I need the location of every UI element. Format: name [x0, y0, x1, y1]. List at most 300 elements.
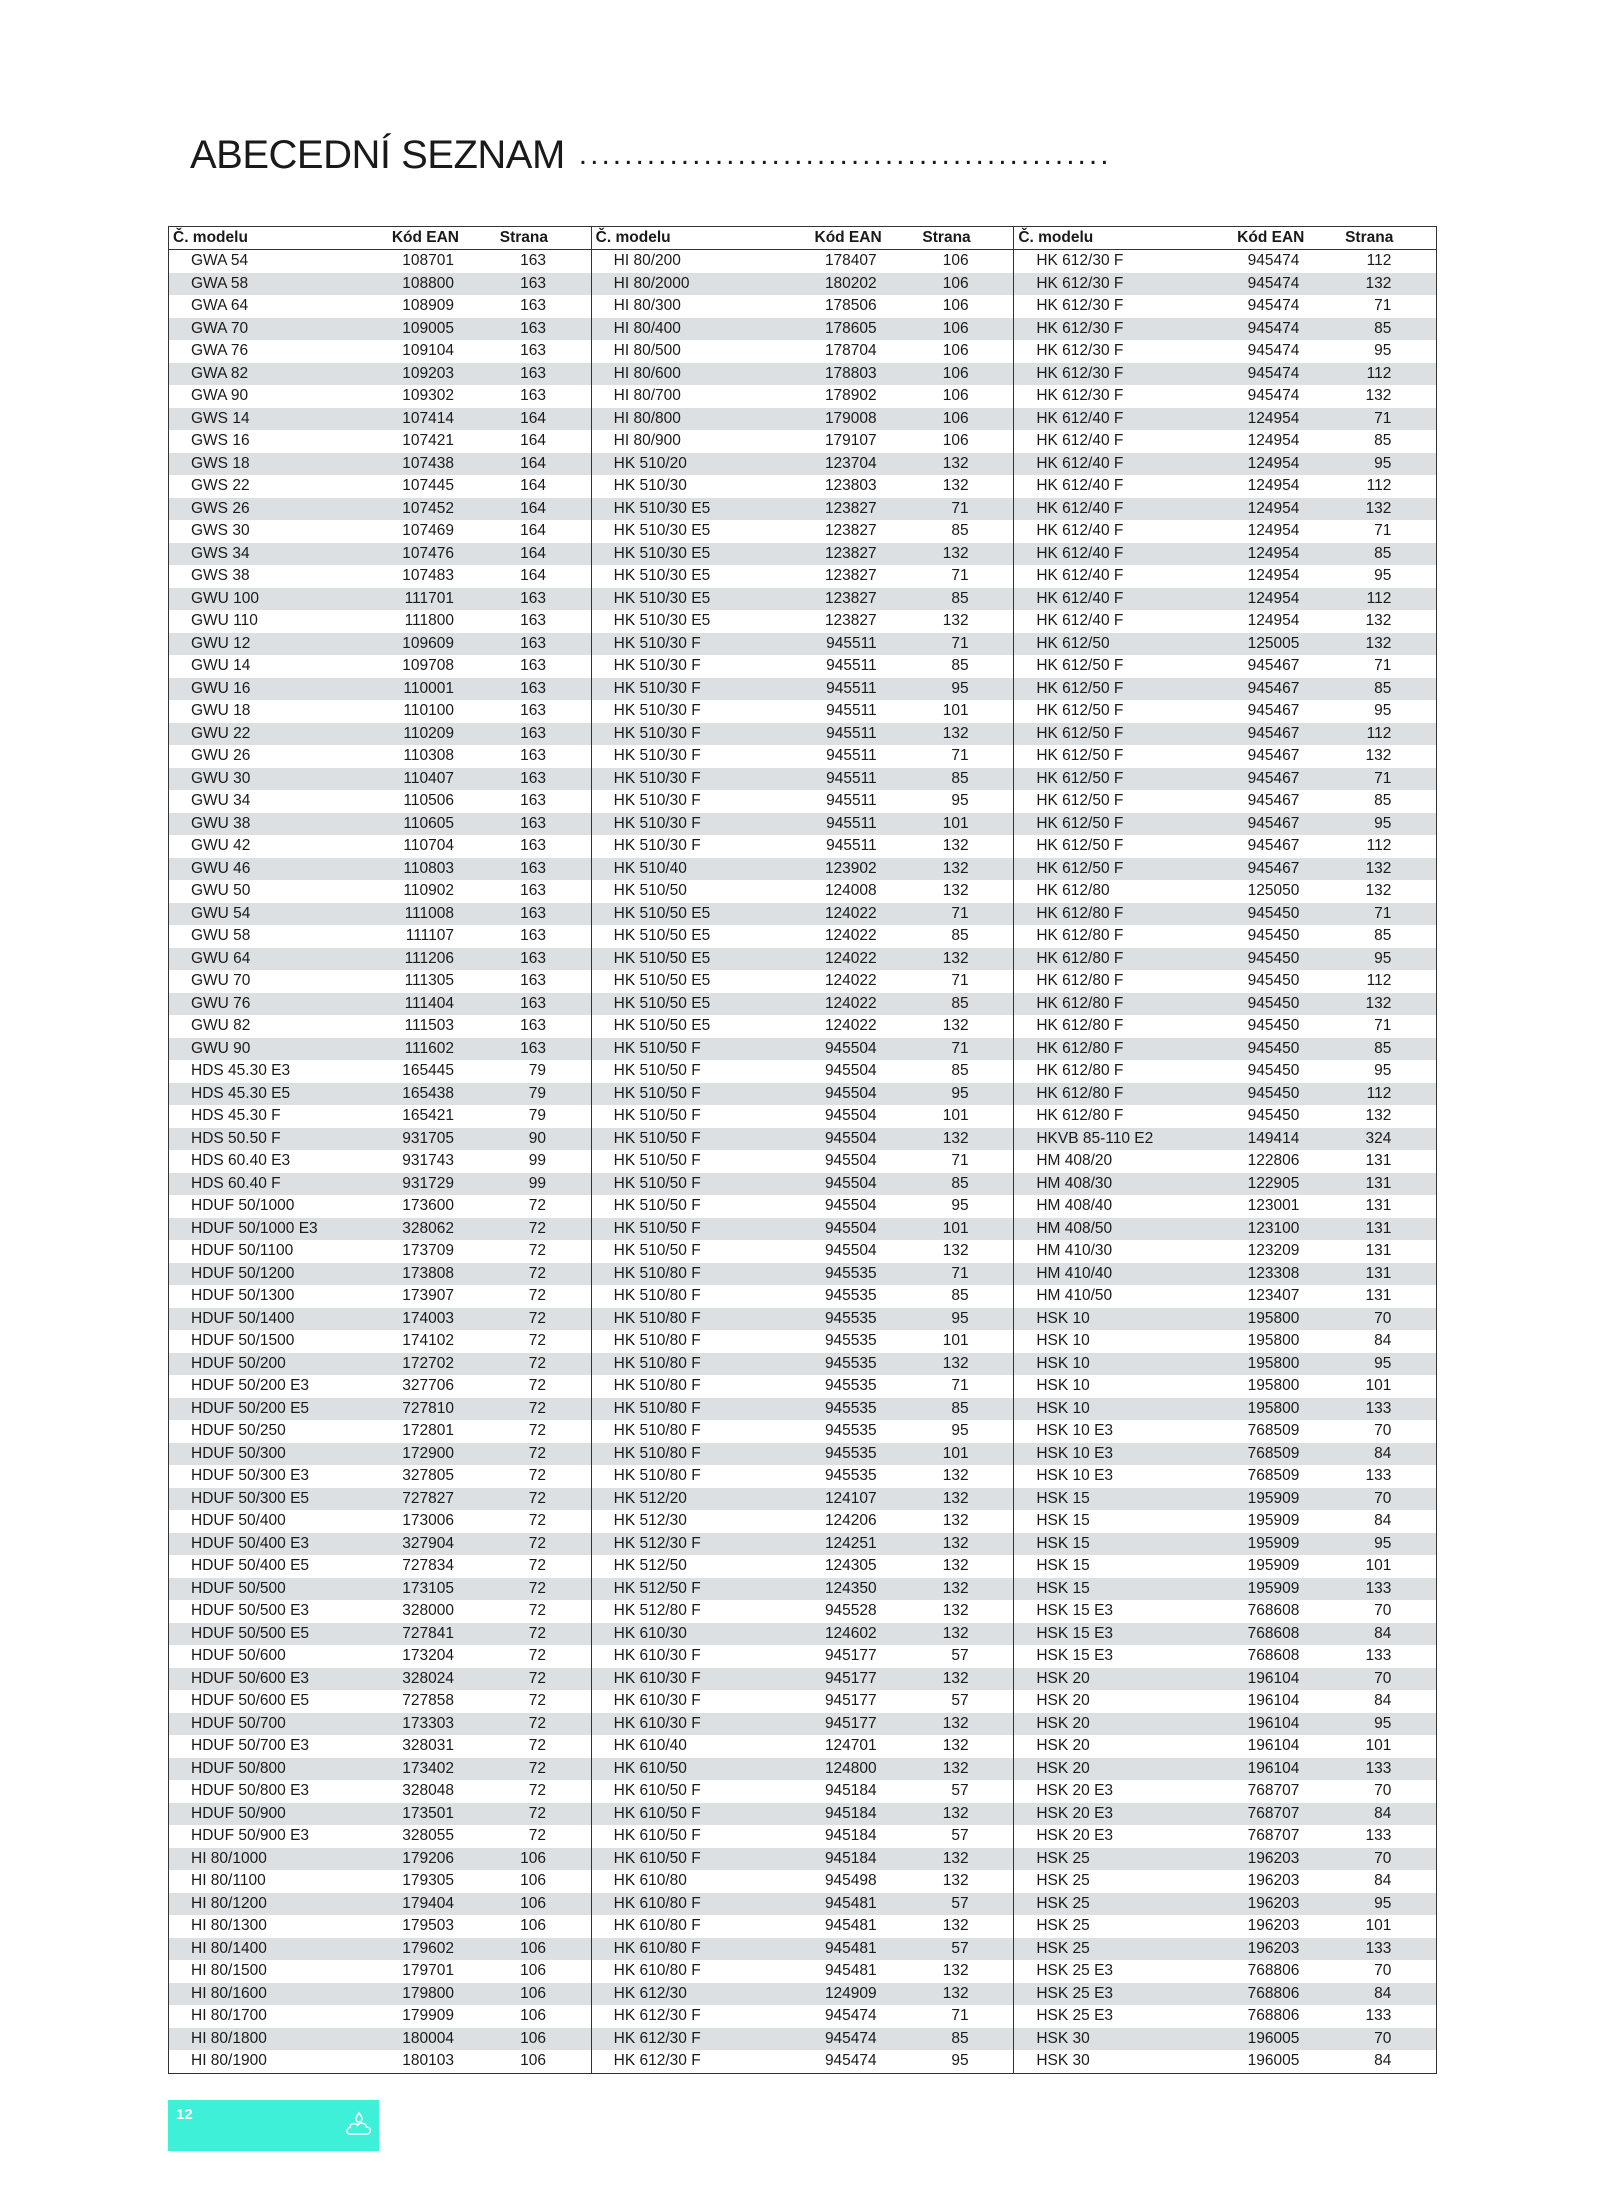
ean-cell: 768608: [1247, 1647, 1300, 1664]
table-row: [169, 1600, 591, 1623]
table-row: [169, 498, 591, 521]
ean-cell: 111800: [404, 612, 454, 629]
ean-cell: 111503: [404, 1017, 454, 1034]
model-cell: HK 612/80 F: [1036, 1107, 1124, 1124]
ean-cell: 195800: [1247, 1399, 1300, 1417]
model-cell: HDUF 50/1000: [191, 1197, 295, 1214]
table-row: [592, 318, 1014, 341]
page-cell: 163: [520, 702, 546, 719]
model-cell: HSK 15 E3: [1036, 1647, 1114, 1664]
page-cell: 72: [528, 1264, 546, 1282]
header-ean: Kód EAN: [1237, 228, 1305, 246]
model-cell: HDS 45.30 F: [191, 1107, 281, 1124]
model-cell: HDUF 50/1400: [191, 1309, 295, 1327]
model-cell: HSK 10 E3: [1036, 1422, 1114, 1439]
ean-cell: 945511: [826, 769, 877, 787]
model-cell: HK 610/50: [613, 1759, 687, 1777]
page-cell: 72: [528, 1782, 546, 1799]
model-cell: GWS 26: [191, 499, 250, 517]
table-row: [1014, 385, 1436, 408]
page-cell: 95: [951, 792, 969, 809]
ean-cell: 107476: [402, 544, 454, 562]
ean-cell: 180202: [824, 274, 877, 292]
ean-cell: 124954: [1247, 567, 1300, 584]
model-cell: GWU 70: [191, 972, 251, 989]
table-row: [1014, 1015, 1436, 1038]
model-cell: HDUF 50/1100: [191, 1242, 294, 1259]
table-row: [169, 2005, 591, 2028]
table-row: [169, 745, 591, 768]
table-row: [169, 1128, 591, 1151]
page-cell: 95: [1374, 1714, 1392, 1732]
model-cell: HDUF 50/600: [191, 1647, 286, 1664]
model-cell: HK 610/80 F: [613, 1917, 701, 1934]
model-cell: GWS 16: [191, 432, 250, 449]
page-cell: 131: [1365, 1219, 1392, 1237]
model-cell: GWU 16: [191, 679, 251, 697]
ean-cell: 196005: [1247, 2029, 1300, 2047]
page-cell: 112: [1366, 724, 1392, 742]
model-cell: HK 610/30 F: [613, 1647, 701, 1664]
model-cell: HM 410/50: [1036, 1287, 1113, 1304]
footer-page-tab: [168, 2100, 379, 2151]
table-row: [592, 1150, 1014, 1173]
page-number: 12: [176, 2106, 193, 2123]
ean-cell: 945474: [1247, 342, 1300, 359]
ean-cell: 945504: [824, 1062, 877, 1079]
table-row: [592, 1960, 1014, 1983]
ean-cell: 768509: [1247, 1422, 1300, 1439]
model-cell: HSK 25: [1036, 1849, 1090, 1867]
model-cell: HK 512/30: [613, 1512, 687, 1529]
page-cell: 132: [1365, 634, 1392, 652]
table-row: [1014, 655, 1436, 678]
model-cell: HDUF 50/250: [191, 1422, 286, 1439]
table-row: [592, 1465, 1014, 1488]
table-row: [1014, 1600, 1436, 1623]
table-row: [592, 1173, 1014, 1196]
model-cell: HDUF 50/200 E3: [191, 1377, 310, 1394]
table-row: [1014, 1038, 1436, 1061]
ean-cell: 768806: [1247, 1984, 1300, 2002]
ean-cell: 945528: [824, 1602, 877, 1619]
ean-cell: 107452: [402, 499, 454, 517]
model-cell: HK 612/50 F: [1036, 679, 1124, 697]
table-row: [169, 1713, 591, 1736]
page-cell: 163: [520, 882, 546, 899]
table-row: [169, 1938, 591, 1961]
page-cell: 71: [951, 1152, 969, 1169]
ean-cell: 945177: [824, 1647, 877, 1664]
ean-cell: 945511: [826, 634, 877, 652]
ean-cell: 768608: [1247, 1602, 1300, 1619]
model-cell: HK 510/80 F: [613, 1309, 701, 1327]
table-row: [169, 1735, 591, 1758]
table-row: [592, 1488, 1014, 1511]
page-cell: 112: [1366, 837, 1392, 854]
table-row: [169, 385, 591, 408]
page-cell: 70: [1374, 1669, 1392, 1687]
table-row: [169, 1668, 591, 1691]
page-title: [190, 128, 1550, 182]
ean-cell: 149414: [1247, 1129, 1300, 1147]
table-row: [592, 250, 1014, 273]
ean-cell: 124954: [1247, 499, 1300, 517]
table-row: [1014, 1398, 1436, 1421]
page-cell: 72: [528, 1287, 546, 1304]
page-cell: 72: [528, 1309, 546, 1327]
model-cell: HK 510/30 F: [613, 679, 701, 697]
page-cell: 95: [951, 1084, 969, 1102]
page-cell: 163: [520, 252, 546, 269]
model-cell: HK 510/30 F: [613, 702, 701, 719]
table-row: [1014, 430, 1436, 453]
model-cell: HDUF 50/300 E5: [191, 1489, 310, 1507]
ean-cell: 945474: [1247, 297, 1300, 314]
table-row: [169, 655, 591, 678]
ean-cell: 123827: [824, 522, 877, 539]
page-cell: 163: [520, 679, 546, 697]
page-cell: 71: [1374, 657, 1392, 674]
page-cell: 106: [520, 1872, 546, 1889]
header-model: Č. modelu: [595, 228, 671, 246]
page-cell: 71: [1374, 409, 1392, 427]
model-cell: GWU 12: [191, 634, 251, 652]
table-row: [592, 1218, 1014, 1241]
page-cell: 79: [528, 1084, 546, 1102]
table-row: [592, 1128, 1014, 1151]
ean-cell: 945177: [824, 1669, 877, 1687]
ean-cell: 179602: [402, 1939, 454, 1957]
model-cell: HK 610/40: [613, 1737, 687, 1754]
table-row: [169, 880, 591, 903]
ean-cell: 124107: [824, 1489, 877, 1507]
model-cell: HI 80/600: [613, 364, 681, 382]
ean-cell: 123827: [824, 567, 877, 584]
page-cell: 71: [951, 1377, 969, 1394]
model-cell: GWU 82: [191, 1017, 251, 1034]
ean-cell: 124954: [1247, 589, 1300, 607]
page-cell: 70: [1374, 1962, 1392, 1979]
model-cell: GWA 58: [191, 274, 249, 292]
page-cell: 57: [951, 1782, 969, 1799]
ean-cell: 196104: [1247, 1714, 1300, 1732]
ean-cell: 196005: [1247, 2052, 1300, 2069]
page-cell: 101: [942, 702, 969, 719]
ean-cell: 195909: [1247, 1579, 1300, 1597]
page-cell: 112: [1366, 589, 1392, 607]
page-cell: 106: [520, 1917, 546, 1934]
page-cell: 85: [1374, 432, 1392, 449]
table-row: [169, 1825, 591, 1848]
table-row: [169, 1803, 591, 1826]
ean-cell: 945467: [1247, 702, 1300, 719]
ean-cell: 108909: [402, 297, 454, 314]
model-cell: HSK 20: [1036, 1737, 1090, 1754]
table-row: [592, 1105, 1014, 1128]
header-page: Strana: [1345, 228, 1394, 246]
page-cell: 163: [520, 904, 546, 922]
table-row: [169, 858, 591, 881]
ean-cell: 110100: [403, 702, 454, 719]
model-cell: HSK 10 E3: [1036, 1444, 1114, 1462]
model-cell: HI 80/700: [613, 387, 681, 404]
page-cell: 163: [520, 792, 546, 809]
page-cell: 72: [528, 1602, 546, 1619]
ean-cell: 123827: [824, 589, 877, 607]
ean-cell: 180004: [402, 2029, 454, 2047]
ean-cell: 124602: [824, 1624, 877, 1642]
page-cell: 163: [520, 814, 546, 832]
model-cell: HK 610/50 F: [613, 1804, 701, 1822]
table-row: [1014, 588, 1436, 611]
table-row: [592, 1015, 1014, 1038]
table-row: [592, 1870, 1014, 1893]
ean-cell: 111701: [404, 589, 454, 607]
ean-cell: 195909: [1247, 1534, 1300, 1552]
ean-cell: 768707: [1247, 1782, 1300, 1799]
page-cell: 70: [1374, 1782, 1392, 1799]
page-cell: 85: [951, 927, 969, 944]
model-cell: HDUF 50/300 E3: [191, 1467, 310, 1484]
model-cell: HK 612/30 F: [1036, 252, 1124, 269]
page-cell: 85: [951, 994, 969, 1012]
table-row: [169, 588, 591, 611]
model-cell: HSK 30: [1036, 2052, 1090, 2069]
ean-cell: 945450: [1247, 1017, 1300, 1034]
model-cell: HK 510/80 F: [613, 1422, 701, 1439]
ean-cell: 945184: [824, 1849, 877, 1867]
model-cell: HK 612/40 F: [1036, 499, 1124, 517]
model-cell: GWU 50: [191, 882, 251, 899]
model-cell: GWU 22: [191, 724, 251, 742]
ean-cell: 110001: [403, 679, 454, 697]
page-cell: 84: [1374, 1444, 1392, 1462]
ean-cell: 173204: [402, 1647, 454, 1664]
table-row: [1014, 520, 1436, 543]
table-row: [169, 1578, 591, 1601]
ean-cell: 945467: [1247, 814, 1300, 832]
model-cell: HK 510/50 F: [613, 1174, 701, 1192]
table-row: [169, 1758, 591, 1781]
page-cell: 101: [942, 814, 969, 832]
model-cell: HK 612/30: [613, 1984, 687, 2002]
ean-cell: 195800: [1247, 1332, 1300, 1349]
model-cell: HK 510/50 F: [613, 1242, 701, 1259]
table-row: [592, 2028, 1014, 2051]
model-cell: HK 612/30 F: [1036, 387, 1124, 404]
ean-cell: 945467: [1247, 769, 1300, 787]
table-row: [1014, 1083, 1436, 1106]
table-row: [592, 2005, 1014, 2028]
page-cell: 132: [942, 1534, 969, 1552]
ean-cell: 123827: [824, 499, 877, 517]
header-model: Č. modelu: [1018, 228, 1094, 246]
table-row: [169, 565, 591, 588]
page-cell: 72: [528, 1377, 546, 1394]
page-cell: 106: [520, 1939, 546, 1957]
table-row: [169, 318, 591, 341]
model-cell: HK 612/50 F: [1036, 747, 1124, 764]
page-cell: 72: [528, 1512, 546, 1529]
table-row: [592, 678, 1014, 701]
table-row: [169, 1375, 591, 1398]
table-row: [1014, 273, 1436, 296]
table-row: [169, 790, 591, 813]
page-cell: 85: [951, 1174, 969, 1192]
ean-cell: 178407: [824, 252, 877, 269]
ean-cell: 124022: [824, 994, 877, 1012]
page-cell: 163: [520, 859, 546, 877]
model-cell: HK 612/80 F: [1036, 927, 1124, 944]
table-row: [592, 453, 1014, 476]
page-cell: 132: [942, 882, 969, 899]
page-cell: 132: [942, 1669, 969, 1687]
model-cell: HK 510/50 E5: [613, 927, 711, 944]
model-cell: HK 612/40 F: [1036, 567, 1124, 584]
table-row: [592, 1578, 1014, 1601]
page-cell: 72: [528, 1197, 546, 1214]
table-row: [592, 543, 1014, 566]
table-row: [592, 1735, 1014, 1758]
model-cell: HK 612/40 F: [1036, 612, 1124, 629]
model-cell: HSK 10: [1036, 1354, 1090, 1372]
model-cell: HK 512/30 F: [613, 1534, 701, 1552]
model-cell: HK 612/80 F: [1036, 949, 1124, 967]
page-title-text: ABECEDNÍ SEZNAM: [190, 133, 565, 177]
page-cell: 132: [942, 1714, 969, 1732]
header-page: Strana: [922, 228, 971, 246]
model-cell: HK 510/30 E5: [613, 589, 711, 607]
ean-cell: 195909: [1247, 1557, 1300, 1574]
ean-cell: 945511: [826, 724, 877, 742]
page-cell: 164: [520, 409, 546, 427]
table-row: [592, 1285, 1014, 1308]
ean-cell: 945535: [824, 1332, 877, 1349]
table-row: [169, 678, 591, 701]
ean-cell: 945535: [824, 1309, 877, 1327]
ean-cell: 124206: [824, 1512, 877, 1529]
ean-cell: 174003: [402, 1309, 454, 1327]
table-row: [592, 520, 1014, 543]
model-cell: HSK 10: [1036, 1377, 1090, 1394]
table-row: [1014, 970, 1436, 993]
table-row: [1014, 363, 1436, 386]
table-row: [1014, 1893, 1436, 1916]
table-row: [169, 1465, 591, 1488]
table-row: [592, 1758, 1014, 1781]
model-cell: HM 408/50: [1036, 1219, 1113, 1237]
model-cell: HDUF 50/500 E5: [191, 1624, 310, 1642]
ean-cell: 195800: [1247, 1377, 1300, 1394]
ean-cell: 945504: [824, 1174, 877, 1192]
model-cell: HK 612/80: [1036, 882, 1110, 899]
ean-cell: 178605: [824, 319, 877, 337]
table-row: [1014, 1510, 1436, 1533]
model-cell: HI 80/2000: [613, 274, 690, 292]
ean-cell: 109104: [402, 342, 454, 359]
model-cell: HI 80/1000: [191, 1849, 267, 1867]
alphabetical-index-table: [168, 226, 1437, 2074]
ean-cell: 727841: [402, 1624, 454, 1642]
page-cell: 85: [951, 657, 969, 674]
ean-cell: 196203: [1247, 1872, 1300, 1889]
ean-cell: 931743: [402, 1152, 454, 1169]
ean-cell: 945450: [1247, 904, 1300, 922]
table-row: [169, 1308, 591, 1331]
table-row: [169, 340, 591, 363]
table-row: [1014, 543, 1436, 566]
model-cell: HK 510/50 F: [613, 1129, 701, 1147]
table-row: [1014, 745, 1436, 768]
ean-cell: 945450: [1247, 1084, 1300, 1102]
model-cell: HK 612/50 F: [1036, 657, 1124, 674]
page-cell: 112: [1366, 1084, 1392, 1102]
table-row: [169, 1915, 591, 1938]
page-cell: 132: [942, 1962, 969, 1979]
page-cell: 71: [951, 567, 969, 584]
table-row: [1014, 1915, 1436, 1938]
table-row: [1014, 678, 1436, 701]
model-cell: HI 80/1100: [191, 1872, 266, 1889]
page-cell: 132: [1365, 882, 1392, 899]
model-cell: HK 610/50 F: [613, 1782, 701, 1799]
ean-cell: 945504: [824, 1152, 877, 1169]
ean-cell: 945535: [824, 1287, 877, 1304]
table-row: [592, 925, 1014, 948]
page-cell: 132: [942, 1017, 969, 1034]
ean-cell: 123827: [824, 612, 877, 629]
ean-cell: 123803: [824, 477, 877, 494]
table-row: [592, 1803, 1014, 1826]
table-row: [1014, 610, 1436, 633]
page-cell: 57: [951, 1827, 969, 1844]
page-cell: 133: [1365, 1647, 1392, 1664]
page-cell: 133: [1365, 1399, 1392, 1417]
ean-cell: 172900: [402, 1444, 454, 1462]
table-row: [592, 858, 1014, 881]
page-cell: 106: [520, 1984, 546, 2002]
table-row: [169, 363, 591, 386]
table-row: [169, 1443, 591, 1466]
model-cell: HDUF 50/600 E3: [191, 1669, 310, 1687]
page-cell: 95: [1374, 1894, 1392, 1912]
ean-cell: 122905: [1247, 1174, 1300, 1192]
model-cell: HSK 20 E3: [1036, 1804, 1114, 1822]
model-cell: HDUF 50/300: [191, 1444, 286, 1462]
model-cell: HSK 10 E3: [1036, 1467, 1114, 1484]
ean-cell: 124022: [824, 904, 877, 922]
page-cell: 106: [942, 364, 969, 382]
ean-cell: 945511: [826, 657, 877, 674]
ean-cell: 179107: [824, 432, 877, 449]
table-row: [1014, 318, 1436, 341]
table-row: [1014, 1488, 1436, 1511]
model-cell: GWS 30: [191, 522, 250, 539]
model-cell: HDUF 50/500: [191, 1579, 286, 1597]
table-row: [592, 1848, 1014, 1871]
model-cell: HK 510/30 F: [613, 747, 701, 764]
model-cell: HK 612/40 F: [1036, 477, 1124, 494]
table-row: [169, 1488, 591, 1511]
table-row: [169, 250, 591, 273]
ean-cell: 178902: [824, 387, 877, 404]
model-cell: GWU 64: [191, 949, 251, 967]
page-cell: 95: [1374, 1062, 1392, 1079]
page-cell: 84: [1374, 1624, 1392, 1642]
page-cell: 106: [520, 1962, 546, 1979]
model-cell: HSK 25: [1036, 1894, 1090, 1912]
